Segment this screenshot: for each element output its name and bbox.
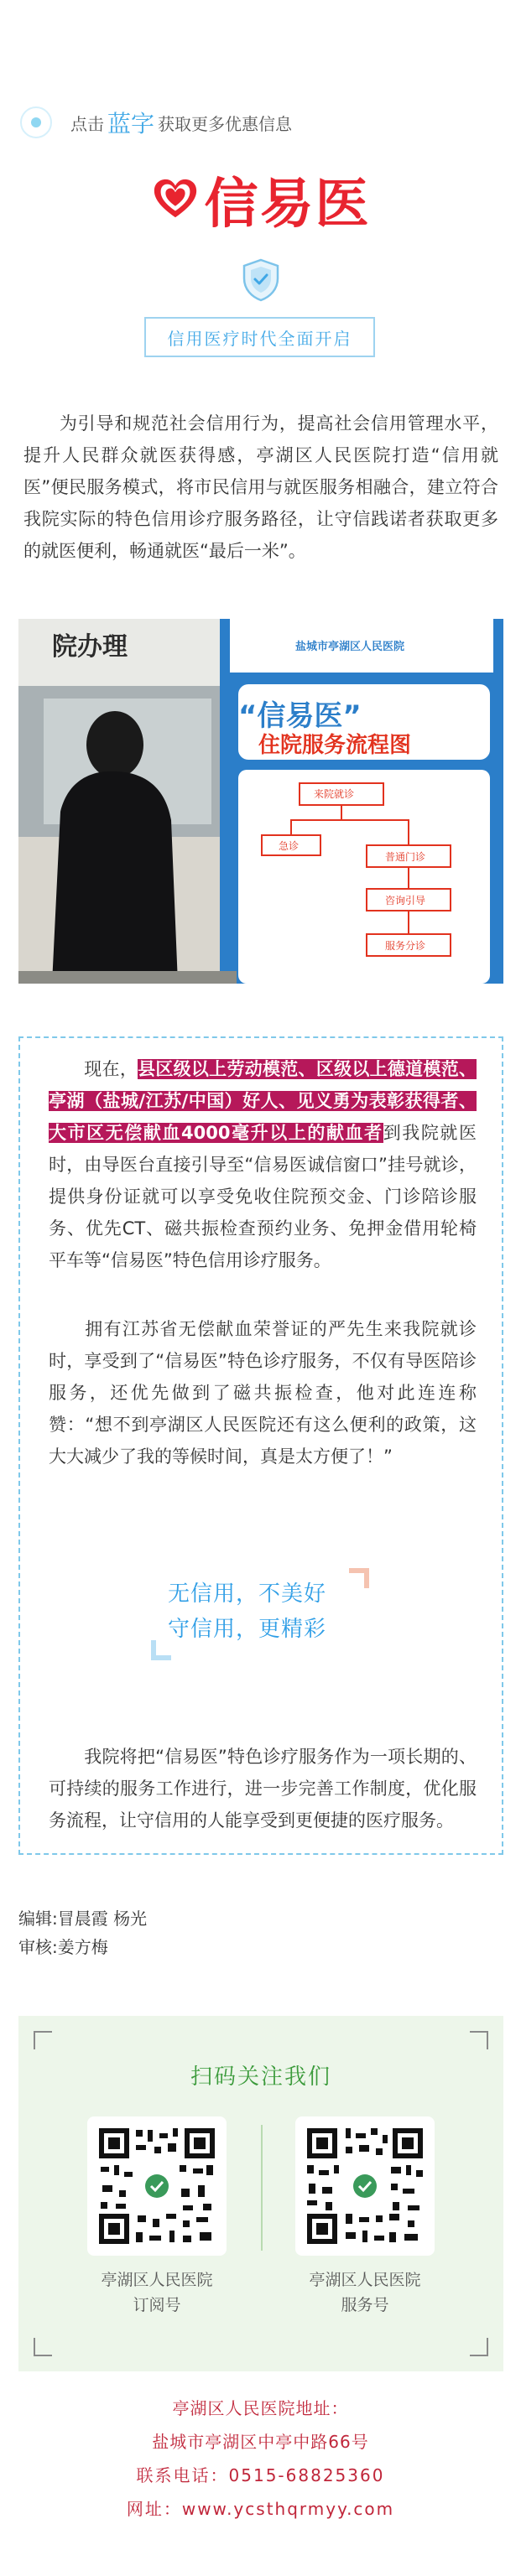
p1-lead: 现在， [84,1059,138,1079]
slogan-box [151,1568,369,1660]
notice-prefix: 点击 [70,113,104,134]
qr-caption-name: 亭湖区人民医院 [101,2271,213,2289]
notice-suffix: 获取更多优惠信息 [158,113,293,134]
heart-icon [151,175,200,224]
phone-text: 联系电话：0515-68825360 [136,2465,385,2485]
slogan-line-2: 守信用，更精彩 [168,1617,327,1642]
subtitle-text: 信用医疗时代全面开启 [167,328,352,349]
window-sign: 院办理 [52,632,128,662]
website-link[interactable]: 网址：www.ycsthqrmyy.com [126,2499,395,2519]
flow-step-3: 普通门诊 [385,851,426,863]
reviewer-credit: 审核:姜方梅 [18,1937,108,1957]
qr-code-subscription[interactable] [87,2116,227,2256]
slogan-line-1: 无信用，不美好 [168,1581,327,1607]
qr-code-icon [96,2125,218,2247]
follow-notice[interactable] [20,106,292,139]
card-paragraph-2 [49,1313,477,1472]
poster-title: “信易医” [238,699,362,733]
flow-step-1: 来院就诊 [314,788,355,800]
qr-caption-name: 亭湖区人民医院 [309,2271,421,2289]
card-paragraph-3 [49,1741,477,1836]
qr-panel [18,2016,503,2371]
p2-text: 拥有江苏省无偿献血荣誉证的严先生来我院就诊时，享受到了“信易医”特色诊疗服务，不仅有导医陪诊服务，还优先做到了磁共振检查，他对此连连称赞：“想不到亭湖区人民医院还有这么便利的政策，这大大减少了我的等候时间，真是太方便了！” [49,1319,477,1467]
card-paragraph-1 [49,1053,477,1276]
flow-step-5: 服务分诊 [385,940,426,952]
title-text: 信易医 [204,174,371,236]
intro-paragraph [23,408,498,567]
qr-heading: 扫码关注我们 [190,2064,331,2090]
qr-caption-type: 服务号 [341,2296,389,2314]
notice-highlight-link[interactable]: 蓝字 [107,110,155,138]
flow-step-2: 急诊 [279,840,300,852]
slogan-corner-top-right [349,1568,369,1588]
blue-dot-icon [20,106,52,138]
p1-highlight: 县区级以上劳动模范、区级以上德道模范、亭湖（盐城/江苏/中国）好人、见义勇为表彰获得者、大市区无偿献血4000毫升以上的献血者 [49,1059,477,1143]
poster-subtitle: 住院服务流程图 [258,733,412,758]
p3-text: 我院将把“信易医”特色诊疗服务作为一项长期的、可持续的服务工作进行，进一步完善工作制度，优化服务流程，让守信用的人能享受到更便捷的医疗服务。 [49,1747,477,1831]
qr-code-service[interactable] [295,2116,435,2256]
frame-corner [470,2338,488,2356]
article-title [0,166,521,236]
subtitle-box [144,317,375,357]
address-text: 盐城市亭湖区中亭中路66号 [152,2432,369,2452]
hospital-photo [18,619,503,984]
qr-caption-service [281,2267,449,2318]
shield-icon [241,258,281,302]
qr-caption-type: 订阅号 [133,2296,181,2314]
qr-code-icon [304,2125,426,2247]
address-label: 亭湖区人民医院地址： [172,2398,349,2418]
qr-divider [261,2125,263,2251]
frame-corner [34,2338,52,2356]
frame-corner [470,2031,488,2049]
p1-tail: 到我院就医时，由导医台直接引导至“信易医诚信窗口”挂号就诊，提供身份证就可以享受免收住院预交金、门诊陪诊服务、优先CT、磁共振检查预约业务、免押金借用轮椅平车等“信易医”特色信用诊疗服务。 [49,1123,477,1270]
editor-credit: 编辑:冒晨霞 杨光 [18,1909,148,1929]
flow-step-4: 咨询引导 [385,895,426,906]
intro-text: 为引导和规范社会信用行为，提高社会信用管理水平，提升人民群众就医获得感，亭湖区人民医院打造“信用就医”便民服务模式，将市民信用与就医服务相融合，建立符合我院实际的特色信用诊疗服务路径，让守信践诺者获取更多的就医便利，畅通就医“最后一米”。 [23,413,498,561]
qr-caption-subscription [73,2267,241,2318]
hospital-label: 盐城市亭湖区人民医院 [295,641,405,653]
frame-corner [34,2031,52,2049]
